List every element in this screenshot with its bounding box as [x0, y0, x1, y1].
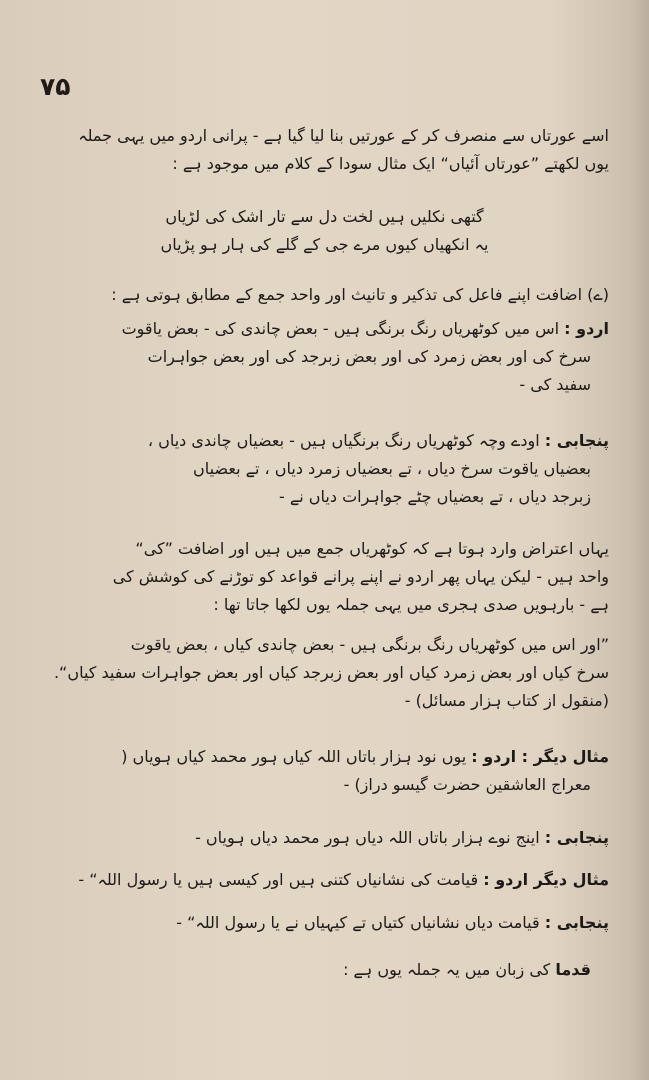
example-text: اس میں کوٹھریاں رنگ برنگی ہیں - بعض چاندی کی - بعض یاقوت [121, 319, 560, 338]
text-line: واحد ہیں - لیکن یہاں پھر اردو نے اپنے پرانے قواعد کو توڑنے کی کوشش کی [112, 567, 609, 586]
example-text: یوں نود ہزار باتاں اللہ کیاں ہور محمد کیاں ہویاں ( [121, 747, 467, 766]
example-text: اینج نوے ہزار باتاں اللہ دیاں ہور محمد دیاں ہویاں - [195, 828, 540, 847]
text-line: سرخ کیاں اور بعض زمرد کیاں اور بعض زبرجد کیاں اور بعض جواہرات سفید کیاں“. [53, 663, 609, 682]
second-example [37, 743, 609, 799]
paragraph-intro [37, 122, 609, 178]
punjabi-example [37, 427, 609, 511]
text-line: ہے - بارہویں صدی ہجری میں یہی جملہ یوں لکھا جاتا تھا : [213, 595, 609, 614]
verse-line: گتھی نکلیں ہیں لخت دل سے تار اشک کی لڑیاں [165, 207, 484, 226]
text-line [37, 824, 609, 852]
page-number: ۷۵ [40, 72, 71, 101]
verse-line: یہ انکھیاں کیوں مرے جی کے گلے کی ہار ہو پڑیاں [160, 235, 489, 254]
paragraph-rule [37, 281, 609, 309]
text-line: اسے عورتاں سے منصرف کر کے عورتیں بنا لیا گیا ہے - پرانی اردو میں یہی جملہ [78, 126, 609, 145]
text-line: یوں لکھتے ”عورتاں آئیاں“ ایک مثال سودا کے کلام میں موجود ہے : [172, 154, 609, 173]
text-line: سرخ کی اور بعض زمرد کی اور بعض زبرجد کی اور بعض جواہرات [147, 347, 591, 366]
text-line [37, 315, 609, 343]
text-line: بعضیاں یاقوت سرخ دیاں ، تے بعضیاں زمرد دیاں ، تے بعضیاں [193, 459, 591, 478]
poetry-verse [0, 203, 649, 259]
closing-label: قدما [555, 960, 591, 979]
example-text: قیامت کی نشانیاں کتنی ہیں اور کیسی ہیں یا رسول اللہ“ - [78, 870, 479, 889]
urdu-example [37, 315, 609, 399]
example-text: اودے وچہ کوٹھریاں رنگ برنگیاں ہیں - بعضیاں چاندی دیاں ، [147, 431, 540, 450]
text-line [37, 866, 609, 894]
example-label: پنجابی : [544, 828, 609, 847]
closing-text: کی زبان میں یہ جملہ یوں ہے : [343, 960, 551, 979]
text-line: ”اور اس میں کوٹھریاں رنگ برنگی ہیں - بعض چاندی کیاں ، بعض یاقوت [130, 635, 609, 654]
text-line [37, 743, 609, 771]
text-line: سفید کی - [519, 375, 591, 394]
example-label: پنجابی : [544, 431, 609, 450]
text-line: (منقول از کتاب ہزار مسائل) - [404, 691, 609, 710]
text-line: (ے) اضافت اپنے فاعل کی تذکیر و تانیث اور واحد جمع کے مطابق ہوتی ہے : [111, 285, 609, 304]
paragraph-objection [37, 535, 609, 619]
second-punjabi [37, 824, 609, 852]
text-line: زبرجد دیاں ، تے بعضیاں چٹے جواہرات دیاں نے - [279, 487, 591, 506]
example-label: پنجابی : [544, 913, 609, 932]
example-label: مثال دیگر اردو : [483, 870, 609, 889]
closing-paragraph [37, 956, 609, 984]
text-line [37, 909, 609, 937]
third-example [37, 866, 609, 894]
text-line: معراج العاشقین حضرت گیسو دراز) - [343, 775, 591, 794]
example-text: قیامت دیاں نشانیاں کتیاں تے کیہیاں نے یا رسول اللہ“ - [176, 913, 540, 932]
quotation [37, 631, 609, 715]
example-label: اردو : [564, 319, 609, 338]
text-line [37, 427, 609, 455]
text-line: یہاں اعتراض وارد ہوتا ہے کہ کوٹھریاں جمع میں ہیں اور اضافت ”کی“ [135, 539, 609, 558]
text-line [37, 956, 609, 984]
example-label: مثال دیگر : اردو : [471, 747, 609, 766]
third-punjabi [37, 909, 609, 937]
